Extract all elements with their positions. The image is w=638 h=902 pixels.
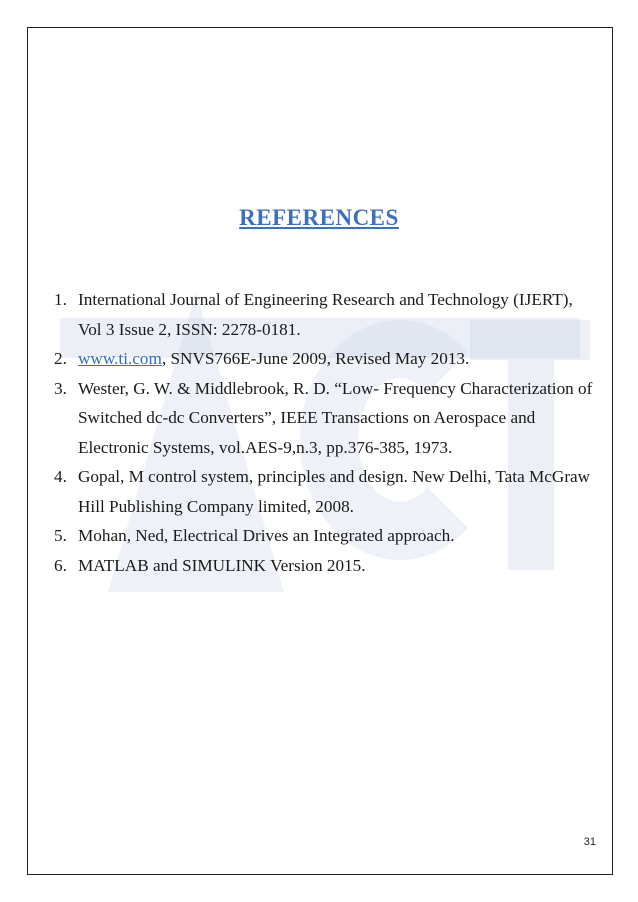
reference-text: Mohan, Ned, Electrical Drives an Integrated approach. (78, 526, 455, 545)
reference-number: 5. (54, 526, 67, 545)
references-list (54, 285, 594, 580)
reference-number: 1. (54, 290, 67, 309)
reference-number: 3. (54, 378, 67, 398)
reference-text: International Journal of Engineering Research and Technology (IJERT), Vol 3 Issue 2, ISSN: 2278-0181. (78, 290, 573, 339)
reference-number: 4. (54, 467, 67, 486)
reference-text: , SNVS766E-June 2009, Revised May 2013. (161, 349, 470, 368)
reference-number: 2. (54, 349, 67, 368)
page-number: 31 (583, 836, 596, 848)
reference-item-5 (54, 521, 594, 551)
reference-link[interactable]: www.ti.com (78, 349, 162, 368)
reference-item-4 (54, 462, 594, 521)
reference-item-6 (54, 551, 594, 581)
reference-text: MATLAB and SIMULINK Version 2015. (78, 555, 366, 575)
reference-item-2 (54, 344, 594, 374)
reference-number: 6. (54, 555, 67, 575)
reference-item-3 (54, 374, 594, 463)
references-heading: REFERENCES (239, 205, 399, 230)
reference-text: Gopal, M control system, principles and design. New Delhi, Tata McGraw Hill Publishing Company limited, 2008. (78, 467, 591, 516)
reference-text: Wester, G. W. & Middlebrook, R. D. “Low- Frequency Characterization of Switched dc-dc Converters”, IEEE Transactions on Aerospace and Electronic Systems, vol.AES-9,n.3, pp.376-385, 1973. (78, 378, 593, 457)
reference-item-1 (54, 285, 594, 344)
